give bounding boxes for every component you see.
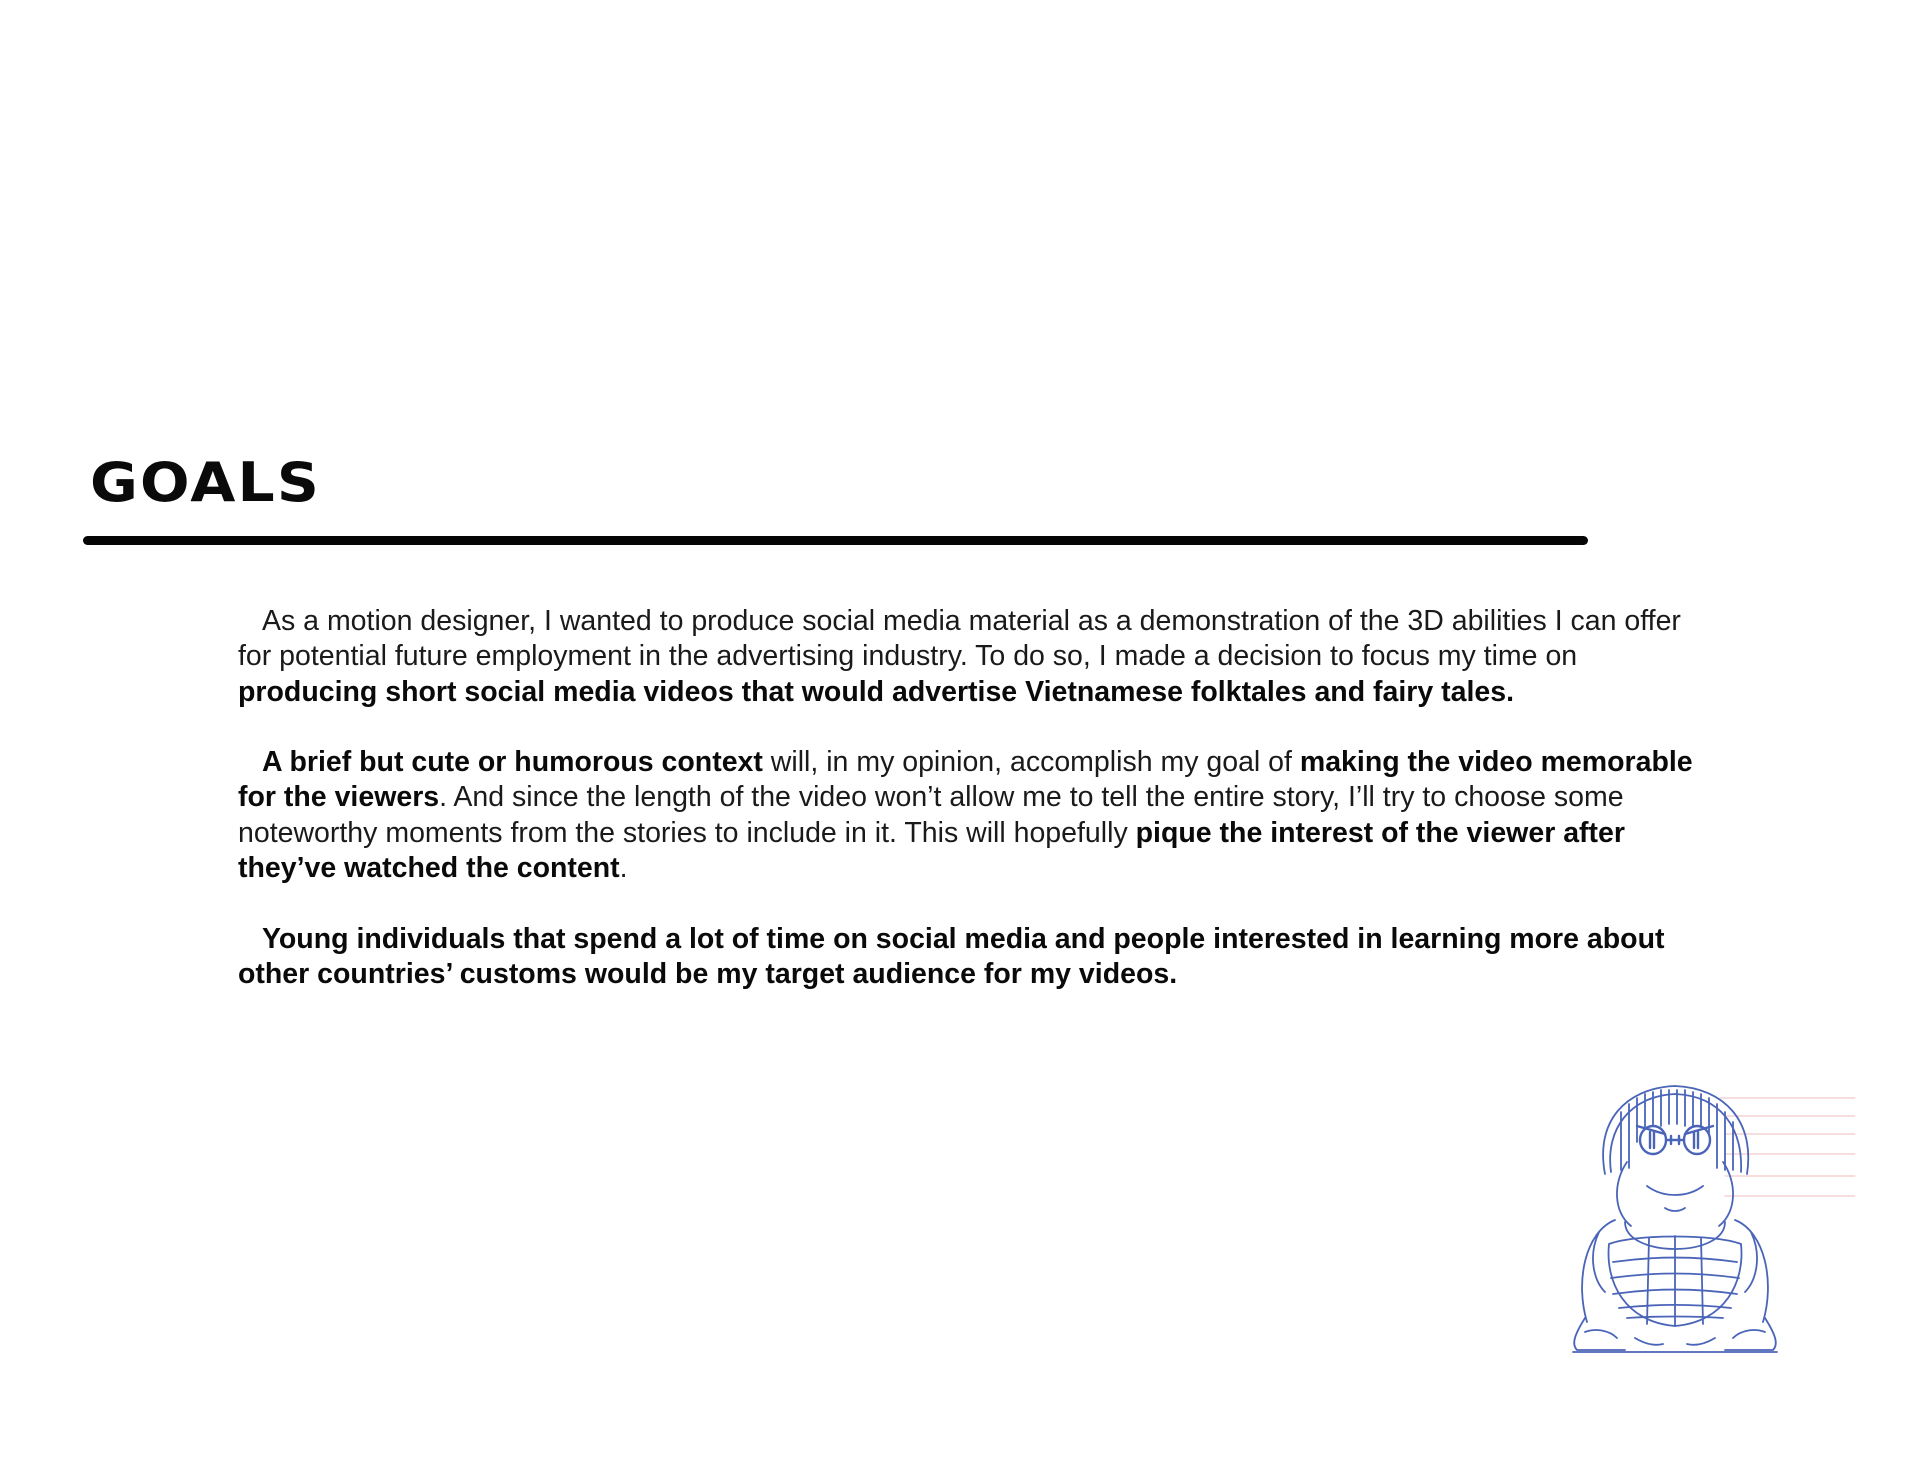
text-segment-bold: making the video memorable for the viewers xyxy=(238,746,1693,814)
text-segment-bold: pique the interest of the viewer after they’ve watched the content xyxy=(238,816,1625,885)
page-title: GOALS xyxy=(90,451,321,514)
toad-sketch-illustration xyxy=(1565,1082,1865,1360)
text-segment-bold: A brief but cute or humorous context xyxy=(262,746,763,779)
body xyxy=(1582,1220,1768,1326)
text-segment: . xyxy=(619,852,628,885)
paragraph-2 xyxy=(238,745,1708,886)
eyes xyxy=(1637,1126,1713,1154)
hat xyxy=(1603,1086,1748,1174)
title-underline xyxy=(83,536,1588,545)
paragraph-1 xyxy=(238,604,1708,710)
head xyxy=(1617,1162,1733,1226)
text-segment: will, in my opinion, accomplish my goal of xyxy=(762,746,1300,779)
goals-text xyxy=(238,604,1708,1028)
paragraph-3 xyxy=(238,922,1708,993)
text-segment: As a motion designer, I wanted to produce social media material as a demonstration of the 3D abilities I can offer for potential future employment in the advertising industry. To do so, I made a decision to focus my time on xyxy=(238,605,1681,673)
text-segment-bold: Young individuals that spend a lot of time on social media and people interested in learning more about other countries’ customs would be my target audience for my videos. xyxy=(238,922,1665,990)
text-segment: . And since the length of the video won’t allow me to tell the entire story, I’ll try to choose some noteworthy moments from the stories to include in it. This will hopefully xyxy=(238,781,1624,849)
text-segment-bold: producing short social media videos that would advertise Vietnamese folktales and fairy tales. xyxy=(238,675,1515,708)
